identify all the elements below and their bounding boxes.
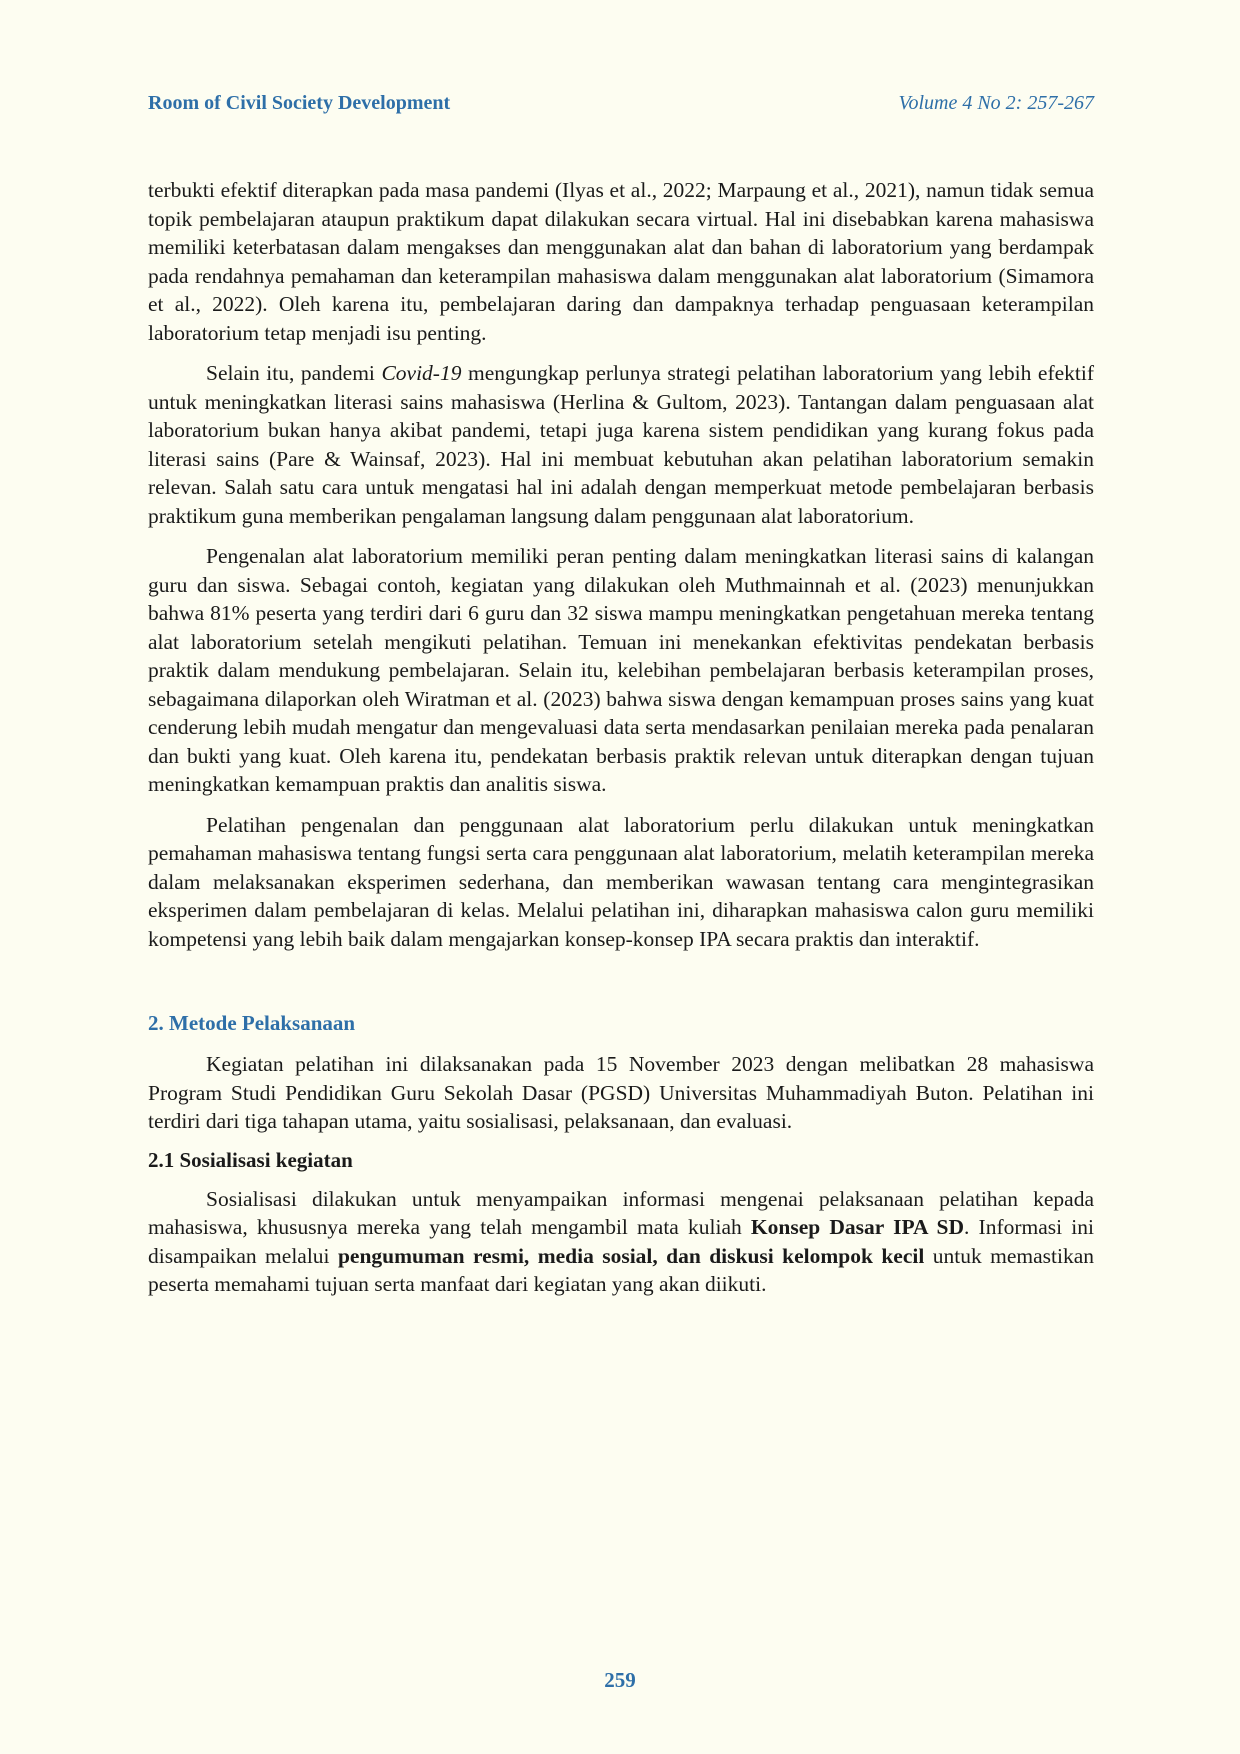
subsection-bold-b: pengumuman resmi, media sosial, dan diskusi kelompok kecil xyxy=(337,1243,925,1268)
subsection-text-c: untuk memastikan peserta memahami tujuan serta manfaat dari kegiatan yang akan diikuti. xyxy=(148,1243,1094,1296)
subsection-text-a: Sosialisasi dilakukan untuk menyampaikan informasi mengenai pelaksanaan pelatihan kepada mahasiswa, khususnya mereka yang telah mengambil mata kuliah xyxy=(148,1186,1094,1239)
paragraph-4: Pelatihan pengenalan dan penggunaan alat laboratorium perlu dilakukan untuk meningkatkan pemahaman mahasiswa tentang fungsi serta cara penggunaan alat laboratorium, melatih keterampilan mereka dalam melaksanakan eksperimen sederhana, dan memberikan wawasan tentang cara mengintegrasikan eksperimen dalam pembelajaran di kelas. Melalui pelatihan ini, diharapkan mahasiswa calon guru memiliki kompetensi yang lebih baik dalam mengajarkan konsep-konsep IPA secara praktis dan interaktif. xyxy=(148,812,1094,951)
paragraph-2-part-2: mengungkap perlunya strategi pelatihan laboratorium yang lebih efektif untuk meningkatkan literasi sains mahasiswa (Herlina & Gultom, 2023). Tantangan dalam penguasaan alat laboratorium bukan hanya akibat pandemi, tetapi juga karena sistem pendidikan yang kurang fokus pada literasi sains (Pare & Wainsaf, 2023). Hal ini membuat kebutuhan akan pelatihan laboratorium semakin relevan. Salah satu cara untuk mengatasi hal ini adalah dengan memperkuat metode pembelajaran berbasis praktikum guna memberikan pengalaman langsung dalam penggunaan alat laboratorium. xyxy=(148,361,1094,528)
section-heading-metode: 2. Metode Pelaksanaan xyxy=(148,1011,356,1035)
subsection-bold-a: Konsep Dasar IPA SD xyxy=(750,1215,964,1239)
paragraph-2 xyxy=(148,359,1094,530)
paragraph-3: Pengenalan alat laboratorium memiliki peran penting dalam meningkatkan literasi sains di kalangan guru dan siswa. Sebagai contoh, kegiatan yang dilakukan oleh Muthmainnah et al. (2023) menunjukkan bahwa 81% peserta yang terdiri dari 6 guru dan 32 siswa mampu meningkatkan pengetahuan mereka tentang alat laboratorium setelah mengikuti pelatihan. Temuan ini menekankan efektivitas pendekatan berbasis praktik dalam mendukung pembelajaran. Selain itu, kelebihan pembelajaran berbasis keterampilan proses, sebagaimana dilaporkan oleh Wiratman et al. (2023) bahwa siswa dengan kemampuan proses sains yang kuat cenderung lebih mudah mengatur dan mengevaluasi data serta mendasarkan penilaian mereka pada penalaran dan bukti yang kuat. Oleh karena itu, pendekatan berbasis praktik relevan untuk diterapkan dengan tujuan meningkatkan kemampuan praktis dan analitis siswa. xyxy=(148,544,1094,796)
page-number: 259 xyxy=(604,1668,636,1692)
volume-info: Volume 4 No 2: 257-267 xyxy=(898,92,1094,114)
paragraph-2-part-1: Selain itu, pandemi xyxy=(206,361,382,385)
paragraph-1: terbukti efektif diterapkan pada masa pandemi (Ilyas et al., 2022; Marpaung et al., 2021), namun tidak semua topik pembelajaran ataupun praktikum dapat dilakukan secara virtual. Hal ini disebabkan karena mahasiswa memiliki keterbatasan dalam mengakses dan menggunakan alat dan bahan di laboratorium yang berdampak pada rendahnya pemahaman dan keterampilan mahasiswa dalam menggunakan alat laboratorium (Simamora et al., 2022). Oleh karena itu, pembelajaran daring dan dampaknya terhadap penguasaan keterampilan laboratorium tetap menjadi isu penting. xyxy=(148,178,1094,345)
subsection-text-b: . Informasi ini disampaikan melalui xyxy=(148,1215,1094,1268)
journal-title: Room of Civil Society Development xyxy=(148,92,451,114)
paragraph-2-italic: Covid-19 xyxy=(381,361,462,385)
section-2-paragraph: Kegiatan pelatihan ini dilaksanakan pada 15 November 2023 dengan melibatkan 28 mahasiswa Program Studi Pendidikan Guru Sekolah Dasar (PGSD) Universitas Muhammadiyah Buton. Pelatihan ini terdiri dari tiga tahapan utama, yaitu sosialisasi, pelaksanaan, dan evaluasi. xyxy=(148,1052,1094,1133)
article-body xyxy=(148,176,1094,1311)
subsection-heading-sosialisasi: 2.1 Sosialisasi kegiatan xyxy=(148,1147,353,1172)
subsection-paragraph xyxy=(148,1185,1094,1299)
